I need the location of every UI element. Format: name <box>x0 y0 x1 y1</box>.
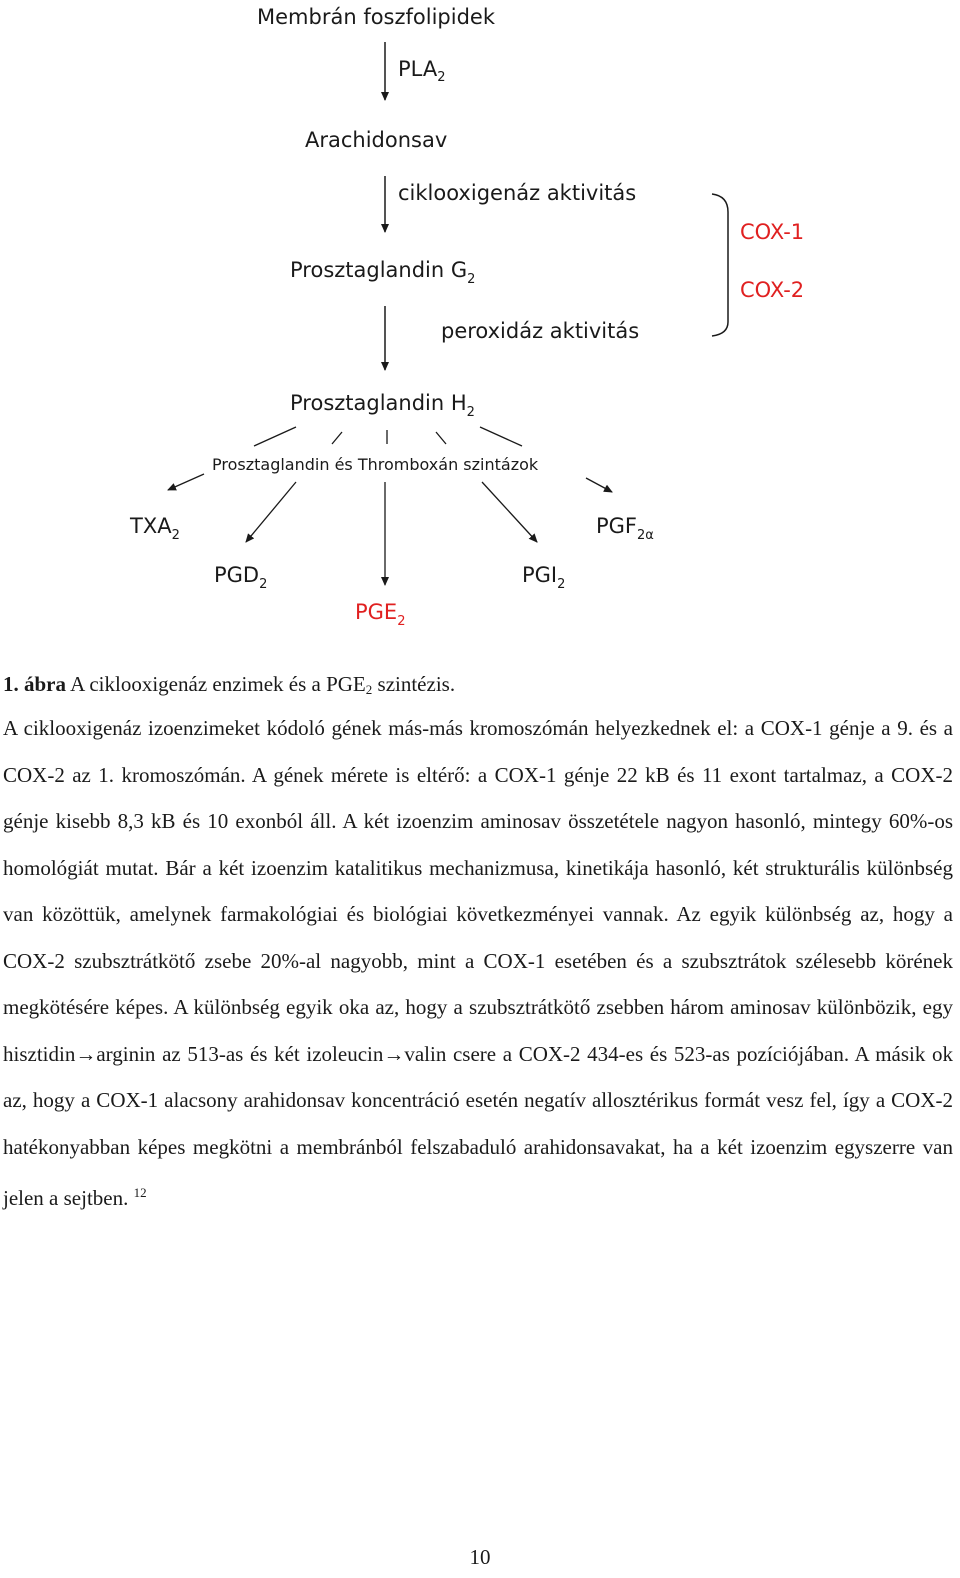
cox1-label: COX-1 <box>740 220 805 244</box>
arrow-to-pgf2a <box>586 478 612 492</box>
pgf2a-label: $PGF_{2\alpha}$ <box>596 514 654 543</box>
dash-4 <box>436 432 446 444</box>
arrow-to-pgi2 <box>482 482 537 542</box>
caption-label: 1. ábra <box>3 672 66 696</box>
pgi2-label: $PGI_2$ <box>522 563 566 592</box>
arrow-to-pgd2 <box>246 482 296 542</box>
txa2-label: $TXA_2$ <box>130 514 180 543</box>
pge2-label: $PGE_2$ <box>355 600 406 629</box>
paragraph-text: A ciklooxigenáz izoenzimeket kódoló gének más-más kromoszómán helyezkednek el: a COX-1 génje a 9. és a COX-2 az 1. kromoszómán. A gének mérete is eltérő: a COX-1 génje 22 kB és 11 exont tartalmaz, a COX-2 génje kisebb 8,3 kB és 10 exonból áll. A két izoenzim aminosav összetétele nagyon hasonló, mintegy 60%-os homológiát mutat. Bár a két izoenzim katalitikus mechanizmusa, kinetikája hasonló, két strukturális különbség van közöttük, amelynek farmakológiai és biológiai következményei vannak. Az egyik különbség az, hogy a COX-2 szubsztrátkötő zsebe 20%-al nagyobb, mint a COX-1 esetében és a szubsztrátok szélesebb körének megkötésére képes. A különbség egyik oka az, hogy a szubsztrátkötő zsebben három aminosav különbözik, egy hisztidin→arginin az 513-as és két izoleucin→valin csere a COX-2 434-es és 523-as pozíciójában. A másik ok az, hogy a COX-1 alacsony arahidonsav koncentráció esetén negatív allosztérikus formát vesz fel, így a COX-2 hatékonyabban képes megkötni a membránból felszabaduló arahidonsavakat, ha a két izoenzim egyszerre van jelen a sejtben. <box>3 716 953 1210</box>
figure-caption <box>3 672 953 698</box>
cox-pathway-diagram <box>0 0 960 660</box>
page-number: 10 <box>469 1545 491 1569</box>
pgh2-label: Prosztaglandin $H_2$ <box>290 391 475 420</box>
body-paragraph <box>3 705 953 1222</box>
cox-activity-label: ciklooxigenáz aktivitás <box>398 181 637 205</box>
caption-text-before: A ciklooxigenáz enzimek és a PGE <box>66 672 366 696</box>
dash-5 <box>480 427 522 446</box>
pgg2-label: Prosztaglandin $G_2$ <box>290 258 476 287</box>
dash-1 <box>254 427 296 446</box>
membrane-label: Membrán foszfolipidek <box>257 5 496 29</box>
arrow-to-txa2 <box>168 474 204 490</box>
dash-2 <box>332 432 342 444</box>
pgd2-label: $PGD_2$ <box>214 563 268 592</box>
pla2-label: $PLA_2$ <box>398 57 446 85</box>
caption-sub: 2 <box>365 682 373 697</box>
cox-bracket <box>712 194 728 336</box>
reference-superscript: 12 <box>133 1185 147 1200</box>
peroxidase-activity-label: peroxidáz aktivitás <box>441 319 640 343</box>
cox2-label: COX-2 <box>740 278 805 302</box>
synthases-label: Prosztaglandin és Thromboxán szintázok <box>212 455 539 474</box>
arachidon-label: Arachidonsav <box>305 128 448 152</box>
caption-text-after: szintézis. <box>372 672 456 696</box>
